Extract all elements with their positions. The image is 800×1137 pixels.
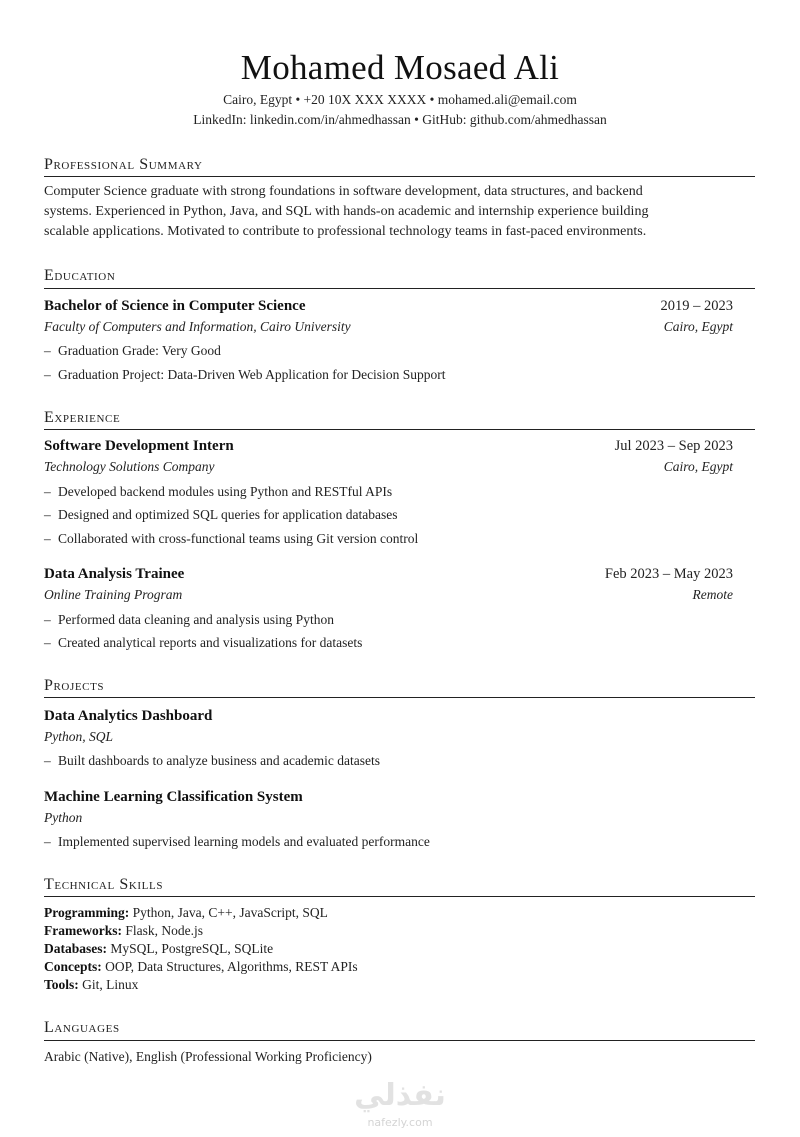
job-location: Cairo, Egypt <box>663 459 733 474</box>
skill-row <box>44 940 755 958</box>
job-company: Technology Solutions Company <box>44 459 215 474</box>
skill-row <box>44 976 755 994</box>
project-tech: Python <box>44 810 83 825</box>
list-item: – Performed data cleaning and analysis using Python <box>44 612 334 627</box>
list-item: – Designed and optimized SQL queries for application databases <box>44 507 398 522</box>
education-divider <box>44 288 755 289</box>
summary-line: systems. Experienced in Python, Java, and SQL with hands-on academic and internship experience building <box>44 204 649 220</box>
education-entry-sub <box>44 318 733 338</box>
skill-row <box>44 958 755 976</box>
candidate-name: Mohamed Mosaed Ali <box>240 48 560 87</box>
skill-label: Tools: <box>44 977 79 992</box>
job-role: Software Development Intern <box>44 438 234 454</box>
education-heading: Education <box>44 267 116 284</box>
list-item: – Graduation Project: Data-Driven Web Application for Decision Support <box>44 367 446 382</box>
experience-divider <box>44 429 755 430</box>
contact-line-2: LinkedIn: linkedin.com/in/ahmedhassan • GitHub: github.com/ahmedhassan <box>193 112 607 127</box>
job-role: Data Analysis Trainee <box>44 566 185 582</box>
projects-divider <box>44 697 755 698</box>
summary-heading: Professional Summary <box>44 156 203 173</box>
skill-value: Git, Linux <box>82 977 139 992</box>
job-dates: Feb 2023 – May 2023 <box>604 566 733 582</box>
contact-line-1: Cairo, Egypt • +20 10X XXX XXXX • mohamed.ali@email.com <box>223 92 577 107</box>
job-header <box>44 436 733 456</box>
list-item: – Graduation Grade: Very Good <box>44 343 221 358</box>
job-dates: Jul 2023 – Sep 2023 <box>614 438 733 454</box>
degree-title: Bachelor of Science in Computer Science <box>44 298 306 314</box>
projects-heading: Projects <box>44 677 105 694</box>
skills-divider <box>44 896 755 897</box>
project-header <box>44 787 733 807</box>
job-location: Remote <box>692 587 733 602</box>
job-sub <box>44 458 733 478</box>
job-sub <box>44 586 733 606</box>
education-location: Cairo, Egypt <box>663 319 733 334</box>
project-name: Data Analytics Dashboard <box>44 708 213 724</box>
summary-line: scalable applications. Motivated to contribute to professional technology teams in fast-paced environments. <box>44 224 647 240</box>
skill-value: Python, Java, C++, JavaScript, SQL <box>132 905 328 920</box>
job-header <box>44 564 733 584</box>
list-item: – Created analytical reports and visualizations for datasets <box>44 635 363 650</box>
list-item: – Built dashboards to analyze business and academic datasets <box>44 753 381 768</box>
skill-label: Programming: <box>44 905 130 920</box>
watermark-logo <box>340 1076 460 1136</box>
summary-text <box>44 182 755 243</box>
skill-label: Frameworks: <box>44 923 122 938</box>
skill-row <box>44 922 755 940</box>
education-dates: 2019 – 2023 <box>660 298 733 314</box>
languages-text: Arabic (Native), English (Professional Working Proficiency) <box>44 1049 372 1064</box>
project-sub <box>44 728 733 748</box>
project-sub <box>44 809 733 829</box>
skill-value: Flask, Node.js <box>125 923 203 938</box>
list-item: – Developed backend modules using Python and RESTful APIs <box>44 484 393 499</box>
languages-divider <box>44 1040 755 1041</box>
experience-heading: Experience <box>44 409 121 426</box>
skill-label: Databases: <box>44 941 107 956</box>
project-header <box>44 706 733 726</box>
list-item: – Collaborated with cross-functional teams using Git version control <box>44 531 419 546</box>
watermark-url: nafezly.com <box>367 1116 433 1129</box>
skill-value: MySQL, PostgreSQL, SQLite <box>110 941 274 956</box>
education-entry-header <box>44 296 733 316</box>
project-name: Machine Learning Classification System <box>44 789 303 805</box>
skill-value: OOP, Data Structures, Algorithms, REST APIs <box>105 959 358 974</box>
list-item: – Implemented supervised learning models and evaluated performance <box>44 834 430 849</box>
project-tech: Python, SQL <box>44 729 113 744</box>
summary-line: Computer Science graduate with strong foundations in software development, data structures, and backend <box>44 184 643 199</box>
languages-heading: Languages <box>44 1019 120 1036</box>
skill-row <box>44 904 755 922</box>
watermark-brand: نفذلي <box>354 1078 446 1113</box>
school-name: Faculty of Computers and Information, Cairo University <box>44 319 351 334</box>
skills-heading: Technical Skills <box>44 876 164 893</box>
skill-label: Concepts: <box>44 959 102 974</box>
summary-divider <box>44 176 755 177</box>
job-company: Online Training Program <box>44 587 183 602</box>
